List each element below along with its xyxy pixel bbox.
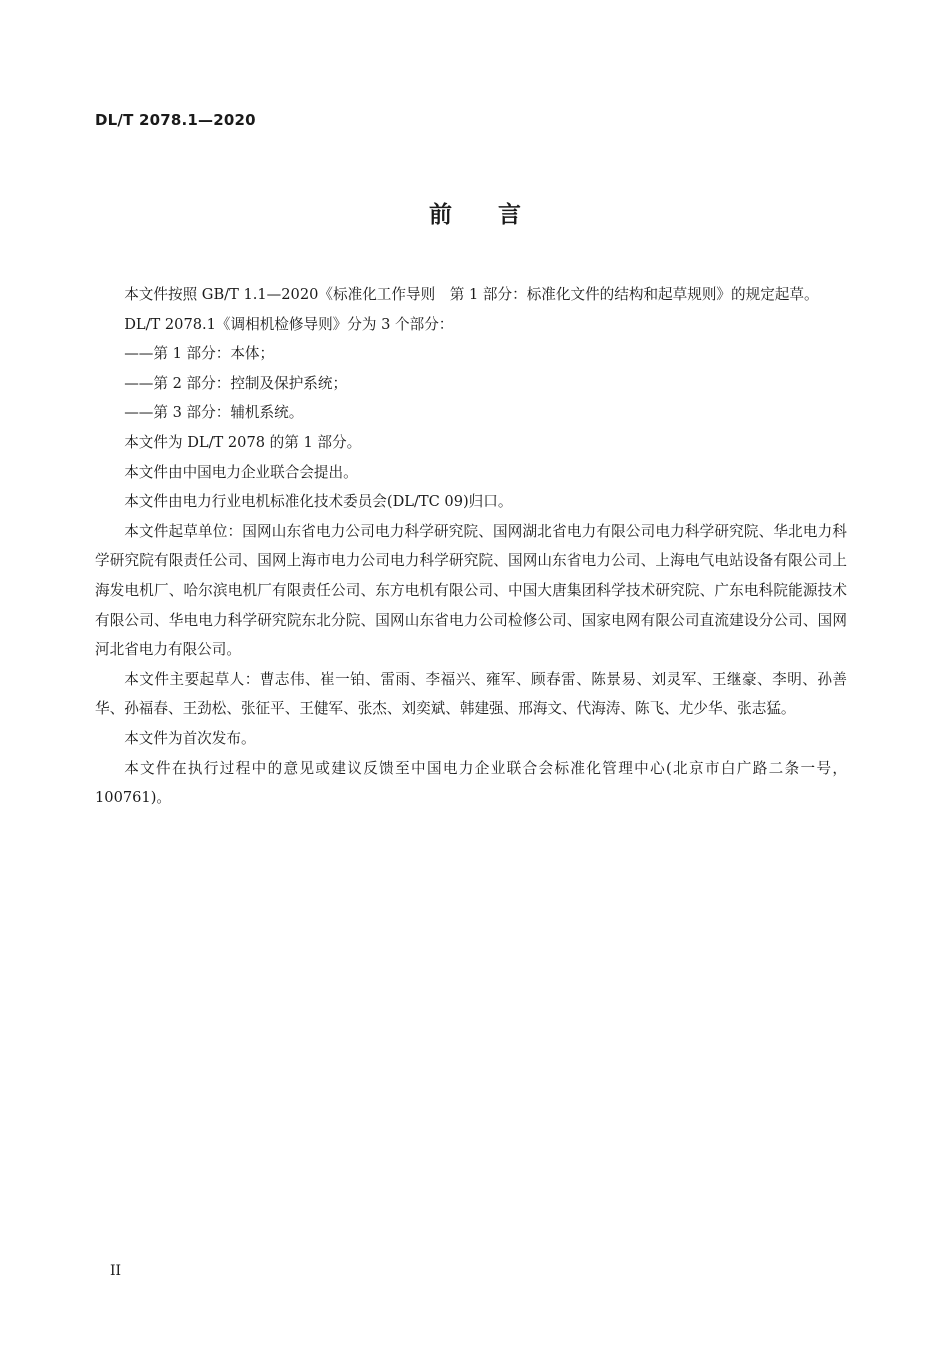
document-id: DL/T 2078.1—2020 (95, 111, 256, 129)
list-item-part-2: ——第 2 部分：控制及保护系统； (124, 374, 348, 392)
list-item-part-1: ——第 1 部分：本体； (124, 345, 275, 363)
paragraph-feedback: 本文件在执行过程中的意见或建议反馈至中国电力企业联合会标准化管理中心(北京市白广路二条一号，100761)。 (95, 759, 847, 807)
page-number: II (110, 1263, 122, 1279)
page-title: 前 言 (429, 202, 521, 228)
paragraph-first-release: 本文件为首次发布。 (124, 729, 256, 747)
document-body (95, 280, 847, 813)
list-item-part-3: ——第 3 部分：辅机系统。 (124, 404, 304, 422)
paragraph-drafting-basis: 本文件按照 GB/T 1.1—2020《标准化工作导则 第 1 部分：标准化文件的结构和起草规则》的规定起草。 (124, 286, 819, 303)
paragraph-part-statement: 本文件为 DL/T 2078 的第 1 部分。 (124, 433, 362, 451)
paragraph-parts-intro: DL/T 2078.1《调相机检修导则》分为 3 个部分： (124, 315, 454, 333)
paragraph-drafting-units: 本文件起草单位：国网山东省电力公司电力科学研究院、国网湖北省电力有限公司电力科学研究院、华北电力科学研究院有限责任公司、国网上海市电力公司电力科学研究院、国网山东省电力公司、上海电气电站设备有限公司上海发电机厂、哈尔滨电机厂有限责任公司、东方电机有限公司、中国大唐集团科学技术研究院、广东电科院能源技术有限公司、华电电力科学研究院东北分院、国网山东省电力公司检修公司、国家电网有限公司直流建设分公司、国网河北省电力有限公司。 (95, 522, 847, 659)
paragraph-committee: 本文件由电力行业电机标准化技术委员会(DL/TC 09)归口。 (124, 493, 513, 511)
paragraph-drafters: 本文件主要起草人：曹志伟、崔一铂、雷雨、李福兴、雍军、顾春雷、陈景易、刘灵军、王继豪、李明、孙善华、孙福春、王劲松、张征平、王健军、张杰、刘奕斌、韩建强、邢海文、代海涛、陈飞、尤少华、张志猛。 (95, 670, 847, 718)
paragraph-proposer: 本文件由中国电力企业联合会提出。 (124, 463, 358, 481)
